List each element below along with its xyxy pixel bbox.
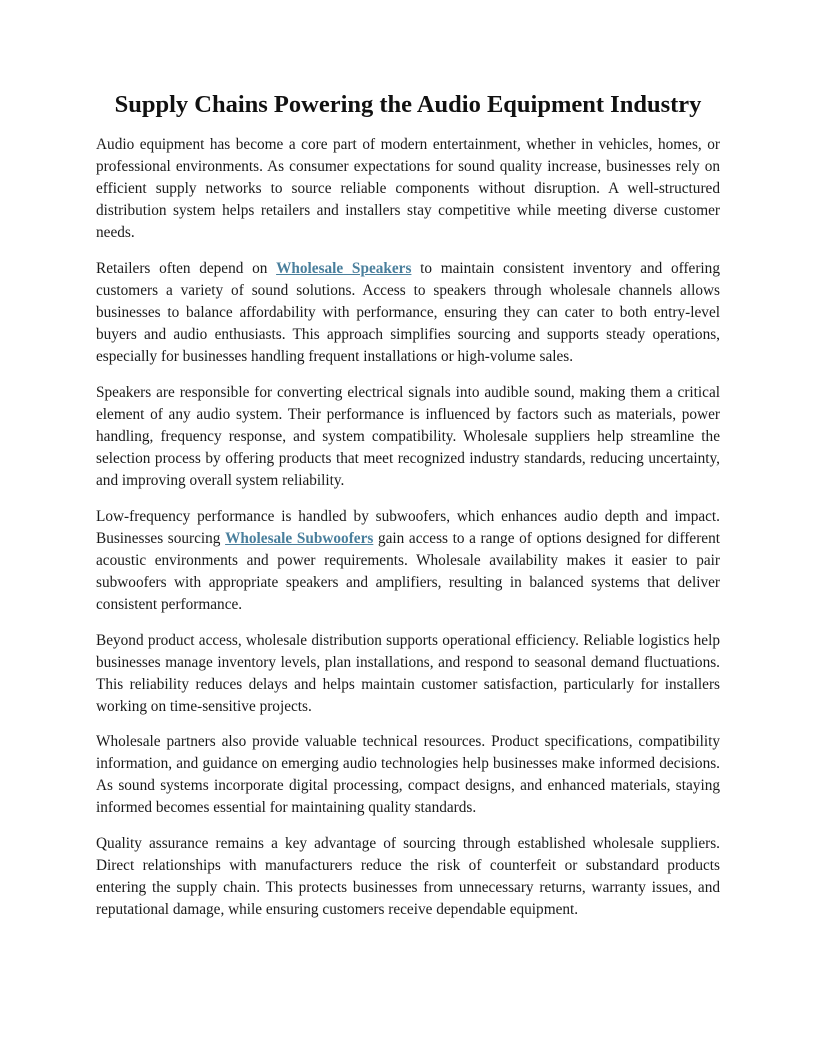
- wholesale-subwoofers-link[interactable]: Wholesale Subwoofers: [225, 529, 374, 547]
- paragraph-technical-resources: Wholesale partners also provide valuable technical resources. Product specifications, compatibility information, and guidance on emerging audio technologies help businesses make informed decisions. As sound systems incorporate digital processing, compact designs, and enhanced materials, staying informed becomes essential for maintaining quality standards.: [96, 733, 720, 817]
- paragraph-text: Retailers often depend on: [96, 260, 277, 278]
- document-title: Supply Chains Powering the Audio Equipment Industry: [114, 91, 702, 118]
- paragraph-wholesale-subwoofers: [96, 506, 720, 616]
- paragraph-wholesale-speakers: [96, 258, 720, 368]
- paragraph-text: gain access to a range of options designed for different acoustic environments and power requirements. Wholesale availability makes it easier to pair subwoofers with appropriate speakers and amplifiers, resulting in balanced systems that deliver consistent performance.: [96, 529, 720, 613]
- paragraph-text: to maintain consistent inventory and offering customers a variety of sound solutions. Access to speakers through wholesale channels allows businesses to balance affordability with performance, ensuring they can cater to both entry-level buyers and audio enthusiasts. This approach simplifies sourcing and supports steady operations, especially for businesses handling frequent installations or high-volume sales.: [96, 260, 720, 366]
- paragraph-operational-efficiency: Beyond product access, wholesale distribution supports operational efficiency. Reliable logistics help businesses manage inventory levels, plan installations, and respond to seasonal demand fluctuations. This reliability reduces delays and helps maintain customer satisfaction, particularly for installers working on time-sensitive projects.: [96, 631, 720, 715]
- paragraph-speakers-role: Speakers are responsible for converting electrical signals into audible sound, making them a critical element of any audio system. Their performance is influenced by factors such as materials, power handling, frequency response, and system compatibility. Wholesale suppliers help streamline the selection process by offering products that meet recognized industry standards, reducing uncertainty, and improving overall system reliability.: [96, 383, 720, 489]
- document-page: [96, 90, 720, 935]
- paragraph-text: Low-frequency performance is handled by subwoofers, which enhances audio depth and impact. Businesses sourcing: [96, 507, 720, 547]
- paragraph-intro: Audio equipment has become a core part of modern entertainment, whether in vehicles, homes, or professional environments. As consumer expectations for sound quality increase, businesses rely on efficient supply networks to source reliable components without disruption. A well-structured distribution system helps retailers and installers stay competitive while meeting diverse customer needs.: [96, 136, 720, 242]
- wholesale-speakers-link[interactable]: Wholesale Speakers: [276, 260, 412, 278]
- paragraph-quality-assurance: Quality assurance remains a key advantage of sourcing through established wholesale suppliers. Direct relationships with manufacturers reduce the risk of counterfeit or substandard products entering the supply chain. This protects businesses from unnecessary returns, warranty issues, and reputational damage, while ensuring customers receive dependable equipment.: [96, 835, 720, 919]
